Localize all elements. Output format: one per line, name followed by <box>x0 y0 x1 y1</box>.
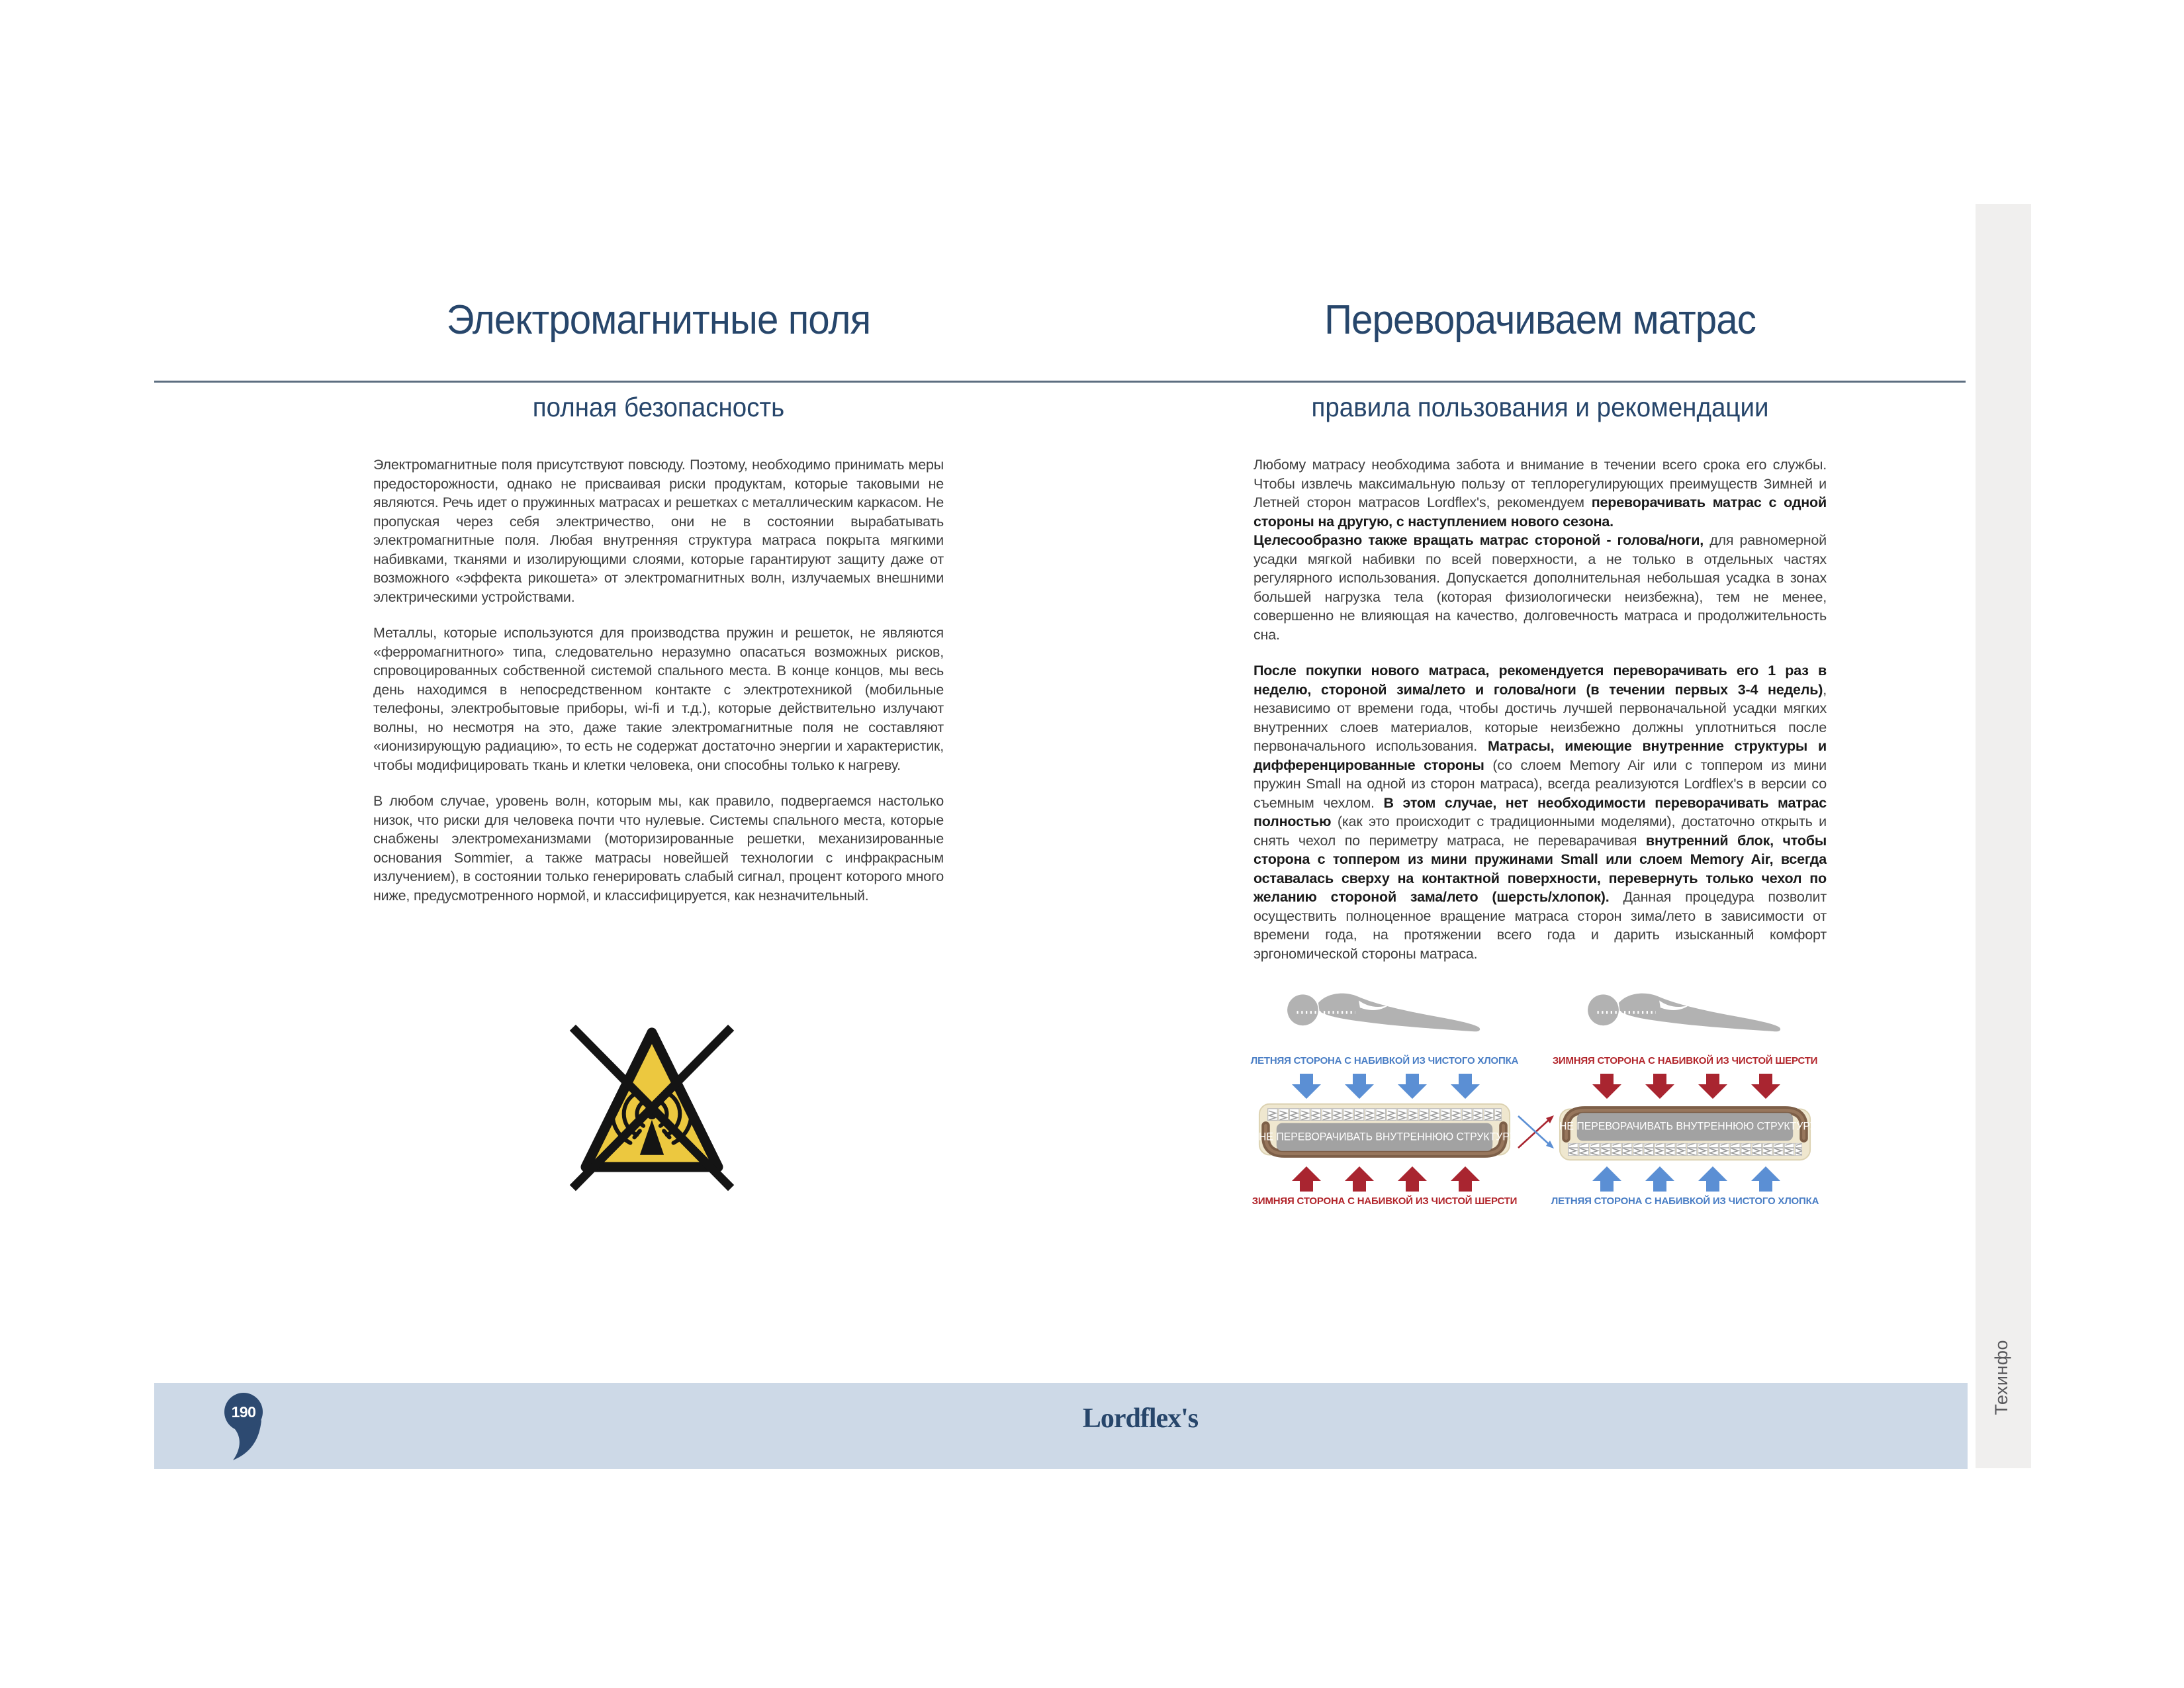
divider-rule <box>154 381 1966 383</box>
side-tab-label: Техинфо <box>1991 1340 2011 1415</box>
mattress-diagram-winter-up <box>1551 982 1819 1215</box>
page-subtitle-right: правила пользования и рекомендации <box>1311 392 1769 422</box>
page-title-right: Переворачиваем матрас <box>1324 297 1756 343</box>
summer-side-label: ЛЕТНЯЯ СТОРОНА С НАБИВКОЙ ИЗ ЧИСТОГО ХЛОПКА <box>1250 1055 1519 1066</box>
footer-bar <box>154 1383 1968 1469</box>
page-subtitle-left: полная безопасность <box>532 392 785 422</box>
sleeping-person-icon <box>1567 985 1800 1033</box>
paragraph: Металлы, которые используются для производства пружин и решеток, не являются «ферромагнитного» типа, следовательно неразумно опасаться возможных рисков, спровоцированных собственной системой спального места. В конце концов, мы весь день находимся в непосредственном контакте с электротехникой (мобильные телефоны, электробытовые приборы, wi-fi и т.д.), которые действительно излучают волны, но несмотря на это, даже такие электромагнитные поля не составляют «ионизирующую радиацию», то есть не содержат достаточно энергии и характеристик, чтобы модифицировать ткань и клетки человека, они способны только к нагреву. <box>373 625 944 773</box>
mattress-illustration <box>1253 1100 1516 1164</box>
up-arrows-icon <box>1253 1166 1516 1192</box>
down-arrows-icon <box>1253 1074 1516 1099</box>
winter-side-label: ЗИМНЯЯ СТОРОНА С НАБИВКОЙ ИЗ ЧИСТОЙ ШЕРСТИ <box>1552 1055 1818 1066</box>
brand-logo: Lordflex's <box>1082 1403 1199 1434</box>
up-arrows-icon <box>1554 1166 1816 1192</box>
paragraph: После покупки нового матраса, рекомендуется переворачивать его 1 раз в неделю, стороной зима/лето и голова/ноги (в течении первых 3-4 недель), независимо от времени года, чтобы достичь лучшей первоначальной усадки мягких внутренних слоев материалов, которые неизбежно должны уплотниться после первоначального использования. Матрасы, имеющие внутренние структуры и дифференцированные стороны (со слоем Memory Air или с топпером из мини пружин Small на одной из сторон матраса), всегда реализуются Lordflex's в версии со съемным чехлом. В этом случае, нет необходимости переворачивать матрас полностью (как это происходит с традиционными моделями), достаточно открыть и снять чехол по периметру матраса, не переварачивая внутренний блок, чтобы сторона с топпером из мини пружинами Small или слоем Memory Air, всегда оставалась сверху на контактной поверхности, перевернуть только чехол по желанию стороной зама/лето (шерсть/хлопок). Данная процедура позволит осуществить полноценное вращение матраса сторон зима/лето в зависимости от времени года, на протяжении всего года и дарить изысканный комфорт эргономической стороны матраса. <box>1253 663 1827 962</box>
techinfo-side-tab <box>1976 204 2031 1468</box>
page-number-badge <box>224 1392 263 1462</box>
swap-arrows-icon <box>1516 1111 1557 1153</box>
left-page <box>373 291 944 904</box>
paragraph: Целесообразно также вращать матрас стороной - голова/ноги, для равномерной усадки мягкой набивки по всей поверхности, а не только в отдельных частях регулярного использования. Допускается дополнительная небольшая усадка в зонах большей нагрузка тела (которая физиологически неизбежна), тем не менее, совершенно не влияющая на качество, долговечность матраса и продолжительность сна. <box>1253 532 1827 643</box>
inner-structure-label: НЕ ПЕРЕВОРАЧИВАТЬ ВНУТРЕННЮЮ СТРУКТУРУ <box>1559 1120 1817 1133</box>
mattress-illustration-flipped <box>1554 1100 1816 1164</box>
right-body-text <box>1253 455 1827 980</box>
right-page <box>1253 291 1827 962</box>
paragraph: В любом случае, уровень волн, которым мы, как правило, подвергаемся настолько низок, что риски для человека почти что нулевые. Системы спального места, которые снабжены электромеханизмами (моторизированные решетки, механизированные основания Sommier, а также матрасы новейшей технологии с инфракрасным излучением), в состоянии только генерировать слабый сигнал, процент которого много ниже, предусмотренного нормой, и классифицируется, как незначительный. <box>373 793 944 904</box>
inner-structure-label: НЕ ПЕРЕВОРАЧИВАТЬ ВНУТРЕННЮЮ СТРУКТУРУ <box>1258 1131 1516 1143</box>
summer-side-label: ЛЕТНЯЯ СТОРОНА С НАБИВКОЙ ИЗ ЧИСТОГО ХЛОПКА <box>1551 1196 1819 1207</box>
left-body-text <box>373 455 944 922</box>
mattress-diagram-summer-up <box>1250 982 1519 1215</box>
no-electromagnetic-radiation-icon <box>547 1000 757 1210</box>
page-number: 190 <box>231 1403 256 1421</box>
down-arrows-icon <box>1554 1074 1816 1099</box>
paragraph: Любому матрасу необходима забота и внимание в течении всего срока его службы. Чтобы извлечь максимальную пользу от теплорегулирующих преимуществ Зимней и Летней сторон матрасов Lordflex's, рекомендуем переворачивать матрас с одной стороны на другую, с наступлением нового сезона. <box>1253 457 1827 530</box>
page-title-left: Электромагнитные поля <box>446 297 871 343</box>
winter-side-label: ЗИМНЯЯ СТОРОНА С НАБИВКОЙ ИЗ ЧИСТОЙ ШЕРСТИ <box>1251 1196 1518 1207</box>
paragraph: Электромагнитные поля присутствуют повсюду. Поэтому, необходимо принимать меры предосторожности, однако не присваивая риски продуктам, которые таковыми не являются. Речь идет о пружинных матрасах и решетках с металлическим каркасом. Не пропуская через себя электричество, они не в состоянии вырабатывать электромагнитные поля. Любая внутренняя структура матраса покрыта мягкими набивками, тканями и изолирующими слоями, которые гарантируют защиту даже от возможного «эффекта рикошета» от электромагнитных волн, излучаемых внешними электрическими устройствами. <box>373 457 944 605</box>
sleeping-person-icon <box>1267 985 1500 1033</box>
